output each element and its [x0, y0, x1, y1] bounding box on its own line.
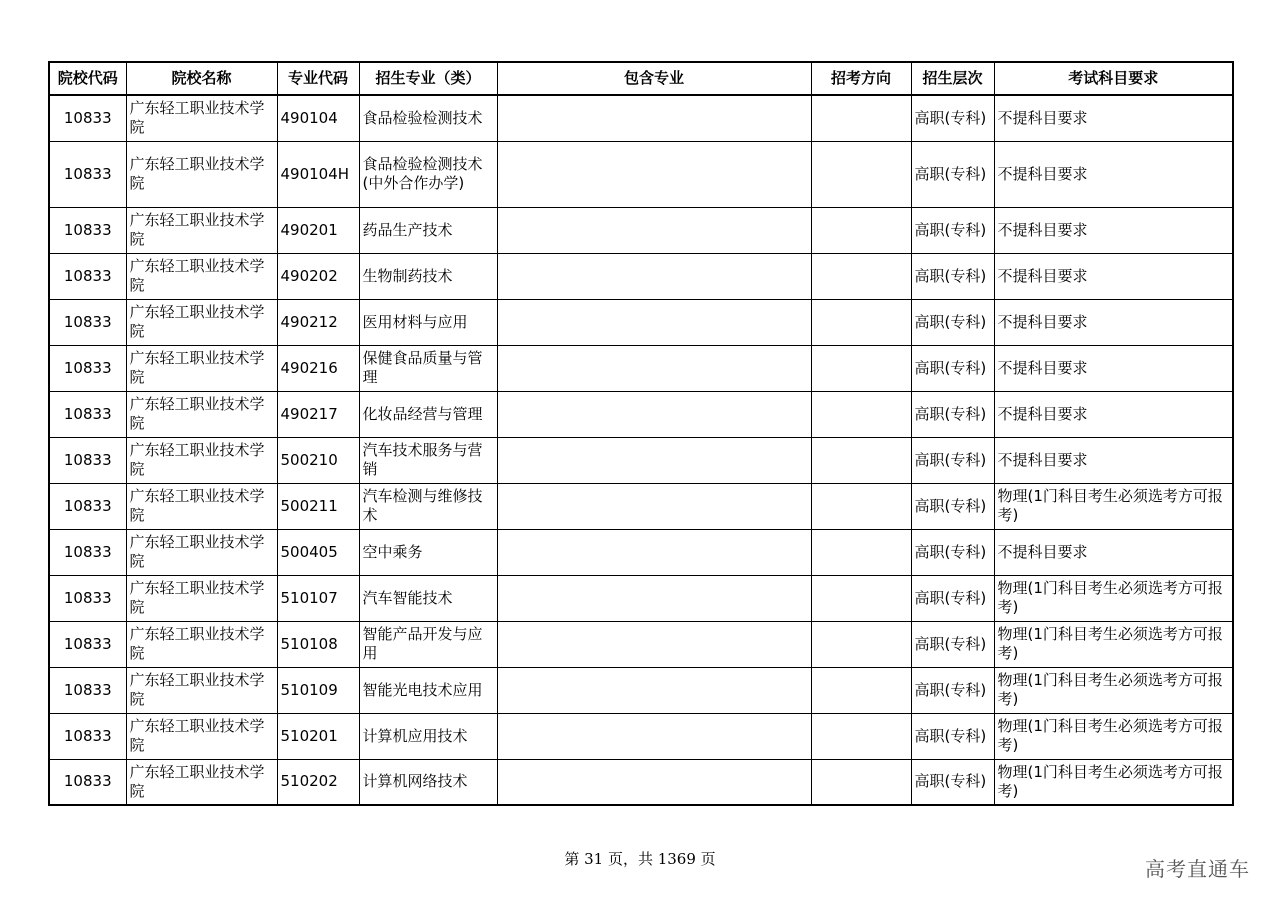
cell-requirement: 物理(1门科目考生必须选考方可报考)	[994, 667, 1233, 713]
cell-school-name: 广东轻工职业技术学院	[126, 141, 277, 207]
cell-major: 生物制药技术	[359, 253, 497, 299]
cell-direction	[811, 621, 911, 667]
cell-level: 高职(专科)	[911, 253, 994, 299]
table-row	[49, 529, 1233, 575]
cell-requirement: 物理(1门科目考生必须选考方可报考)	[994, 575, 1233, 621]
cell-included-majors	[497, 437, 811, 483]
cell-included-majors	[497, 207, 811, 253]
cell-level: 高职(专科)	[911, 483, 994, 529]
page-number: 第 31 页，共 1369 页	[564, 850, 716, 868]
cell-school-name: 广东轻工职业技术学院	[126, 621, 277, 667]
table-row	[49, 345, 1233, 391]
cell-major: 药品生产技术	[359, 207, 497, 253]
header-school-code: 院校代码	[49, 62, 126, 95]
cell-school-code: 10833	[49, 437, 126, 483]
table-row	[49, 759, 1233, 805]
cell-major-code: 510109	[277, 667, 359, 713]
cell-school-code: 10833	[49, 713, 126, 759]
cell-level: 高职(专科)	[911, 713, 994, 759]
cell-direction	[811, 391, 911, 437]
cell-included-majors	[497, 299, 811, 345]
cell-major: 医用材料与应用	[359, 299, 497, 345]
cell-major: 汽车智能技术	[359, 575, 497, 621]
table-header-row	[49, 62, 1233, 95]
cell-included-majors	[497, 621, 811, 667]
cell-major-code: 490202	[277, 253, 359, 299]
cell-major: 食品检验检测技术	[359, 95, 497, 141]
cell-direction	[811, 299, 911, 345]
admissions-table	[48, 61, 1234, 806]
cell-level: 高职(专科)	[911, 141, 994, 207]
cell-direction	[811, 759, 911, 805]
cell-major-code: 500211	[277, 483, 359, 529]
cell-requirement: 不提科目要求	[994, 299, 1233, 345]
cell-school-name: 广东轻工职业技术学院	[126, 529, 277, 575]
table-row	[49, 667, 1233, 713]
table-row	[49, 253, 1233, 299]
cell-included-majors	[497, 391, 811, 437]
cell-direction	[811, 483, 911, 529]
cell-level: 高职(专科)	[911, 207, 994, 253]
cell-school-name: 广东轻工职业技术学院	[126, 759, 277, 805]
cell-level: 高职(专科)	[911, 437, 994, 483]
cell-direction	[811, 95, 911, 141]
cell-major-code: 490201	[277, 207, 359, 253]
cell-level: 高职(专科)	[911, 391, 994, 437]
cell-school-name: 广东轻工职业技术学院	[126, 207, 277, 253]
table-row	[49, 713, 1233, 759]
cell-school-code: 10833	[49, 299, 126, 345]
cell-requirement: 不提科目要求	[994, 529, 1233, 575]
cell-school-code: 10833	[49, 621, 126, 667]
cell-direction	[811, 345, 911, 391]
table-row	[49, 95, 1233, 141]
cell-level: 高职(专科)	[911, 95, 994, 141]
cell-requirement: 物理(1门科目考生必须选考方可报考)	[994, 621, 1233, 667]
cell-major-code: 490216	[277, 345, 359, 391]
cell-school-name: 广东轻工职业技术学院	[126, 575, 277, 621]
cell-major: 计算机应用技术	[359, 713, 497, 759]
cell-level: 高职(专科)	[911, 667, 994, 713]
cell-included-majors	[497, 95, 811, 141]
table-row	[49, 483, 1233, 529]
table-row	[49, 621, 1233, 667]
cell-major: 化妆品经营与管理	[359, 391, 497, 437]
header-major: 招生专业（类）	[359, 62, 497, 95]
cell-included-majors	[497, 713, 811, 759]
cell-major-code: 510201	[277, 713, 359, 759]
cell-major: 智能光电技术应用	[359, 667, 497, 713]
cell-major: 保健食品质量与管理	[359, 345, 497, 391]
cell-school-code: 10833	[49, 667, 126, 713]
cell-level: 高职(专科)	[911, 759, 994, 805]
header-school-name: 院校名称	[126, 62, 277, 95]
header-major-code: 专业代码	[277, 62, 359, 95]
cell-school-code: 10833	[49, 759, 126, 805]
cell-major-code: 500405	[277, 529, 359, 575]
cell-school-name: 广东轻工职业技术学院	[126, 713, 277, 759]
cell-direction	[811, 713, 911, 759]
cell-school-name: 广东轻工职业技术学院	[126, 391, 277, 437]
cell-direction	[811, 207, 911, 253]
cell-school-code: 10833	[49, 483, 126, 529]
cell-requirement: 不提科目要求	[994, 253, 1233, 299]
cell-direction	[811, 667, 911, 713]
cell-school-code: 10833	[49, 575, 126, 621]
cell-school-name: 广东轻工职业技术学院	[126, 437, 277, 483]
cell-school-code: 10833	[49, 391, 126, 437]
cell-included-majors	[497, 253, 811, 299]
table-row	[49, 207, 1233, 253]
table-row	[49, 141, 1233, 207]
cell-major-code: 510108	[277, 621, 359, 667]
cell-requirement: 不提科目要求	[994, 345, 1233, 391]
cell-direction	[811, 437, 911, 483]
cell-included-majors	[497, 483, 811, 529]
cell-included-majors	[497, 667, 811, 713]
cell-direction	[811, 141, 911, 207]
cell-school-code: 10833	[49, 253, 126, 299]
cell-major-code: 490212	[277, 299, 359, 345]
cell-major: 汽车检测与维修技术	[359, 483, 497, 529]
watermark-logo: 高考直通车	[1145, 857, 1250, 881]
header-requirement: 考试科目要求	[994, 62, 1233, 95]
cell-requirement: 物理(1门科目考生必须选考方可报考)	[994, 759, 1233, 805]
cell-major-code: 490104H	[277, 141, 359, 207]
cell-school-name: 广东轻工职业技术学院	[126, 253, 277, 299]
cell-school-code: 10833	[49, 95, 126, 141]
cell-school-name: 广东轻工职业技术学院	[126, 299, 277, 345]
cell-major: 食品检验检测技术(中外合作办学)	[359, 141, 497, 207]
cell-level: 高职(专科)	[911, 575, 994, 621]
cell-requirement: 物理(1门科目考生必须选考方可报考)	[994, 483, 1233, 529]
cell-major-code: 490217	[277, 391, 359, 437]
table-row	[49, 299, 1233, 345]
cell-school-code: 10833	[49, 529, 126, 575]
cell-major: 汽车技术服务与营销	[359, 437, 497, 483]
table-row	[49, 437, 1233, 483]
cell-school-code: 10833	[49, 207, 126, 253]
cell-major-code: 490104	[277, 95, 359, 141]
cell-major-code: 510107	[277, 575, 359, 621]
cell-school-name: 广东轻工职业技术学院	[126, 95, 277, 141]
cell-direction	[811, 253, 911, 299]
table-row	[49, 391, 1233, 437]
cell-level: 高职(专科)	[911, 345, 994, 391]
cell-major: 空中乘务	[359, 529, 497, 575]
cell-requirement: 物理(1门科目考生必须选考方可报考)	[994, 713, 1233, 759]
cell-school-name: 广东轻工职业技术学院	[126, 667, 277, 713]
cell-included-majors	[497, 529, 811, 575]
cell-included-majors	[497, 575, 811, 621]
header-direction: 招考方向	[811, 62, 911, 95]
cell-direction	[811, 575, 911, 621]
cell-level: 高职(专科)	[911, 299, 994, 345]
cell-included-majors	[497, 759, 811, 805]
cell-school-code: 10833	[49, 345, 126, 391]
header-level: 招生层次	[911, 62, 994, 95]
cell-direction	[811, 529, 911, 575]
cell-requirement: 不提科目要求	[994, 207, 1233, 253]
cell-school-code: 10833	[49, 141, 126, 207]
cell-requirement: 不提科目要求	[994, 141, 1233, 207]
cell-included-majors	[497, 141, 811, 207]
cell-requirement: 不提科目要求	[994, 391, 1233, 437]
table-row	[49, 575, 1233, 621]
cell-major-code: 500210	[277, 437, 359, 483]
header-included-majors: 包含专业	[497, 62, 811, 95]
cell-major: 计算机网络技术	[359, 759, 497, 805]
cell-level: 高职(专科)	[911, 621, 994, 667]
cell-school-name: 广东轻工职业技术学院	[126, 345, 277, 391]
cell-requirement: 不提科目要求	[994, 437, 1233, 483]
cell-school-name: 广东轻工职业技术学院	[126, 483, 277, 529]
cell-major-code: 510202	[277, 759, 359, 805]
cell-included-majors	[497, 345, 811, 391]
cell-requirement: 不提科目要求	[994, 95, 1233, 141]
cell-major: 智能产品开发与应用	[359, 621, 497, 667]
cell-level: 高职(专科)	[911, 529, 994, 575]
